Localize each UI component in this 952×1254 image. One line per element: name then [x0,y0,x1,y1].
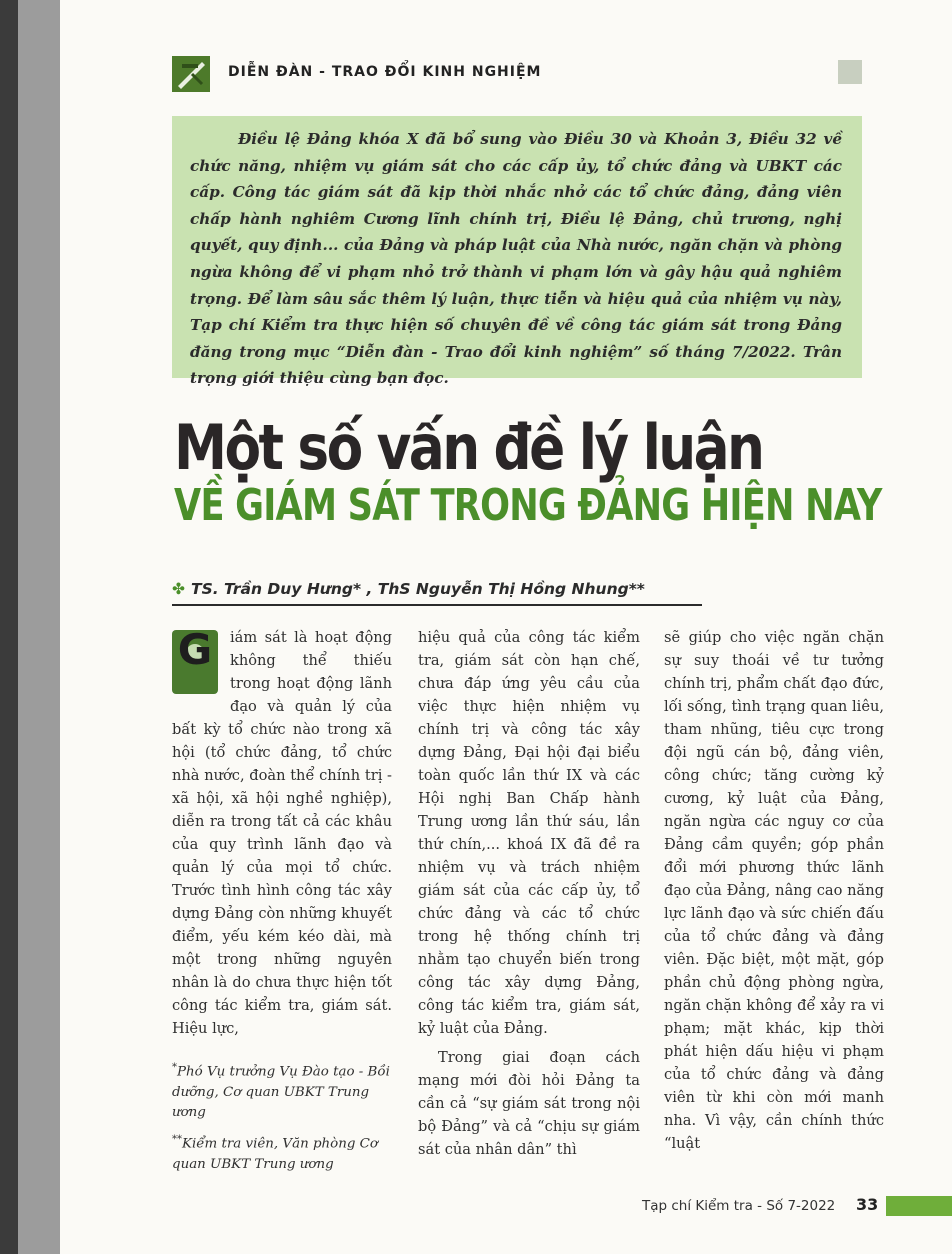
left-edge-gray [18,0,60,1254]
article-authors [172,580,732,598]
dropcap [172,625,218,694]
diamond-bullet-icon: ✤ [172,580,185,598]
authors-text: TS. Trần Duy Hưng* , ThS Nguyễn Thị Hồng Nhung** [191,580,645,598]
footnote-2-mark: ** [172,1133,182,1145]
article-title-line1: Một số vấn đề lý luận [174,411,763,484]
body-col2-paragraph-2: Trong giai đoạn cách mạng mới đòi hỏi Đảng ta cần cả “sự giám sát trong nội bộ Đảng” và cả “chịu sự giám sát của nhân dân” thì [418,1049,640,1158]
intro-box [172,116,862,388]
section-marker [838,60,862,84]
footnote-1 [172,1058,398,1124]
body-col2-paragraph-1: hiệu quả của công tác kiểm tra, giám sát còn hạn chế, chưa đáp ứng yêu cầu của việc thực hiện nhiệm vụ chính trị và công tác xây dựng Đảng, Đại hội đại biểu toàn quốc lần thứ IX và các Hội nghị Ban Chấp hành Trung ương lần thứ sáu, lần thứ chín,... khoá IX đã đề ra nhiệm vụ và trách nhiệm giám sát của các cấp ủy, tổ chức đảng và các tổ chức trong hệ thống chính trị nhằm tạo chuyển biến trong công tác xây dựng Đảng, công tác kiểm tra, giám sát, kỷ luật của Đảng. [418,629,640,1037]
footnote-2-text: Kiểm tra viên, Văn phòng Cơ quan UBKT Trung ương [172,1136,378,1172]
intro-text: Điều lệ Đảng khóa X đã bổ sung vào Điều 30 và Khoản 3, Điều 32 về chức năng, nhiệm vụ giám sát cho các cấp ủy, tổ chức đảng và UBKT các cấp. Công tác giám sát đã kịp thời nhắc nhở các tổ chức đảng, đảng viên chấp hành nghiêm Cương lĩnh chính trị, Điều lệ Đảng, chủ trương, nghị quyết, quy định... của Đảng và pháp luật của Nhà nước, ngăn chặn và phòng ngừa không để vi phạm nhỏ trở thành vi phạm lớn và gây hậu quả nghiêm trọng. Để làm sâu sắc thêm lý luận, thực tiễn và hiệu quả của nhiệm vụ này, Tạp chí Kiểm tra thực hiện số chuyên đề về công tác giám sát trong Đảng đăng trong mục “Diễn đàn - Trao đổi kinh nghiệm” số tháng 7/2022. Trân trọng giới thiệu cùng bạn đọc. [190,130,842,388]
left-edge-dark [0,0,18,1254]
footer-bar [886,1196,952,1216]
body-column-2 [418,626,640,1156]
footnotes [172,1058,398,1181]
section-header [172,56,862,92]
body-column-3 [664,626,884,1176]
footer-journal: Tạp chí Kiểm tra - Số 7-2022 [642,1198,836,1214]
footnote-1-text: Phó Vụ trưởng Vụ Đào tạo - Bồi dưỡng, Cơ quan UBKT Trung ương [172,1064,390,1121]
body-column-1 [172,626,392,1046]
authors-underline [172,604,702,606]
section-title: DIỄN ĐÀN - TRAO ĐỔI KINH NGHIỆM [228,64,542,80]
page-number: 33 [856,1195,879,1214]
body-col3-text: sẽ giúp cho việc ngăn chặn sự suy thoái về tư tưởng chính trị, phẩm chất đạo đức, lối sống, tình trạng quan liêu, tham nhũng, tiêu cực trong đội ngũ cán bộ, đảng viên, công chức; tăng cường kỷ cương, kỷ luật của Đảng, ngăn ngừa các nguy cơ của Đảng cầm quyền; góp phần đổi mới phương thức lãnh đạo của Đảng, nâng cao năng lực lãnh đạo và sức chiến đấu của tổ chức đảng và đảng viên. Đặc biệt, một mặt, góp phần chủ động phòng ngừa, ngăn chặn không để xảy ra vi phạm; mặt khác, kịp thời phát hiện dấu hiệu vi phạm của tổ chức đảng và đảng viên từ khi còn mới manh nha. Vì vậy, cần chính thức “luật [664,629,884,1152]
footnote-2 [172,1130,398,1175]
body-col1-text: iám sát là hoạt động không thể thiếu trong hoạt động lãnh đạo và quản lý của bất kỳ tổ chức nào trong xã hội (tổ chức đảng, tổ chức nhà nước, đoàn thể chính trị - xã hội, xã hội nghề nghiệp), diễn ra trong tất cả các khâu của quy trình lãnh đạo và quản lý của mọi tổ chức. Trước tình hình công tác xây dựng Đảng còn những khuyết điểm, yếu kém kéo dài, mà một trong những nguyên nhân là do chưa thực hiện tốt công tác kiểm tra, giám sát. Hiệu lực, [172,629,392,1037]
section-logo-icon [172,56,210,92]
dropcap-letter: G [177,625,213,674]
footnote-1-mark: * [172,1062,177,1073]
article-title-line2: VỀ GIÁM SÁT TRONG ĐẢNG HIỆN NAY [174,480,882,531]
